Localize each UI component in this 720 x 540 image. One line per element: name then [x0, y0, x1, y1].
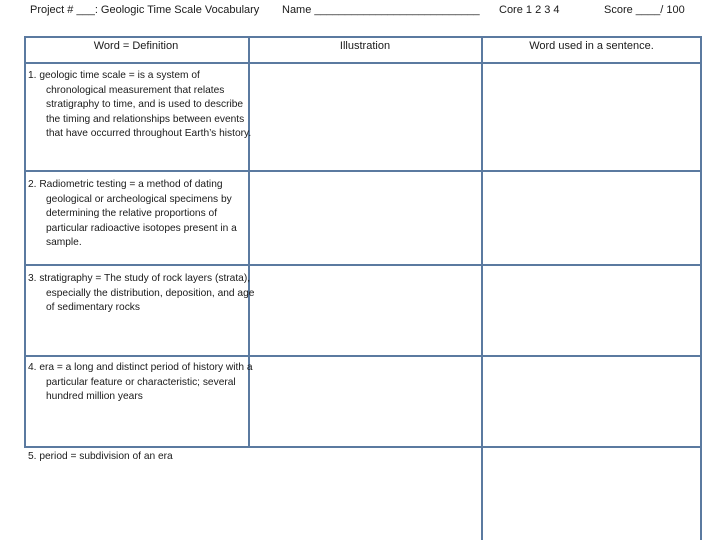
score-field: Score ____/ 100 — [604, 4, 685, 16]
row-divider-3 — [24, 355, 702, 357]
table-border-right — [700, 36, 702, 540]
name-field: Name ___________________________ — [282, 4, 480, 16]
column-header-definition: Word = Definition — [93, 40, 179, 52]
column-header-sentence: Word used in a sentence. — [529, 40, 654, 52]
table-border-left — [24, 36, 26, 448]
column-header-illustration: Illustration — [339, 40, 391, 52]
project-title: Project # ___: Geologic Time Scale Vocabulary — [30, 4, 260, 16]
definition-2: 2. Radiometric testing = a method of dating geological or archeological specimens by determining the relative proportions of particular radioactive isotopes present in a sample. — [28, 179, 237, 249]
row-divider-1 — [24, 170, 702, 172]
core-field: Core 1 2 3 4 — [499, 4, 560, 16]
row-divider-2 — [24, 264, 702, 266]
definition-5: 5. period = subdivision of an era — [28, 451, 173, 462]
column-divider-2 — [481, 36, 483, 540]
definition-4: 4. era = a long and distinct period of history with a particular feature or characteristic; several hundred million years — [28, 362, 253, 403]
header-divider — [24, 62, 702, 64]
definition-3: 3. stratigraphy = The study of rock layers (strata), especially the distribution, deposition, and age of sedimentary rocks — [28, 273, 255, 314]
row-divider-4 — [24, 446, 702, 448]
definition-1: 1. geologic time scale = is a system of chronological measurement that relates stratigraphy to time, and is used to describe the timing and relationships between events that have occurred throughout Earth’s history. — [28, 70, 252, 140]
table-border-top — [24, 36, 702, 38]
